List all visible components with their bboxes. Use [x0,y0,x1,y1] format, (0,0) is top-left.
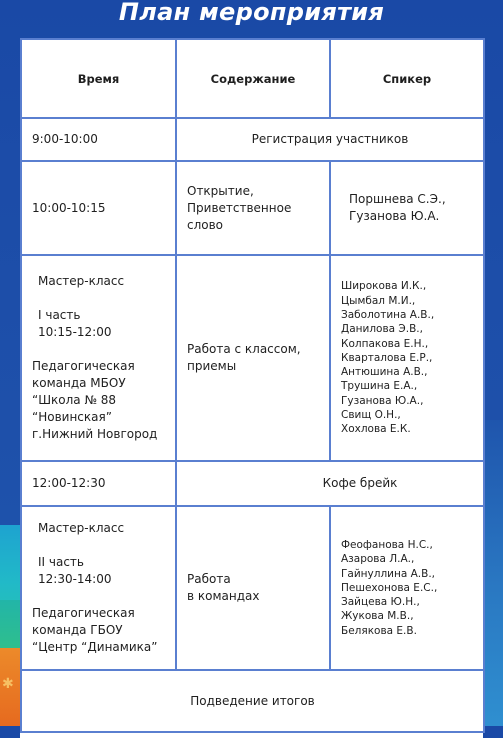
masterclass1-title: Мастер-класс [38,274,125,288]
decor-strip-green [0,600,22,650]
page-title: План мероприятия [118,0,385,26]
masterclass2-content-line: Работа [187,572,231,586]
speaker-name: Данилова Э.В., [341,323,423,336]
table-row-masterclass-2 [21,506,484,670]
masterclass1-team-line: г.Нижний Новгород [32,427,158,441]
decor-strip-right [483,420,503,726]
coffee-time: 12:00-12:30 [21,461,176,506]
masterclass1-content [176,255,330,461]
masterclass1-content-line: Работа с классом, [187,342,301,356]
speaker-name: Поршнева С.Э., [349,192,446,206]
speaker-name: Антюшина А.В., [341,366,428,379]
speaker-name: Заболотина А.В., [341,308,435,321]
table-row-final [21,670,484,732]
speaker-name: Свищ О.Н., [341,409,401,422]
opening-speakers [330,161,484,255]
registration-content: Регистрация участников [176,118,484,161]
masterclass2-timespan: 12:30-14:00 [38,572,112,586]
masterclass2-time [21,506,176,670]
masterclass2-speakers [330,506,484,670]
speaker-name: Гайнуллина А.В., [341,567,436,580]
speaker-name: Жукова М.В., [341,610,414,623]
schedule-table [20,38,485,733]
table-header-row [21,39,484,118]
speaker-name: Азарова Л.А., [341,553,415,566]
masterclass2-title: Мастер-класс [38,521,125,535]
speaker-name: Гузанова Ю.А. [349,209,440,223]
masterclass1-team-line: “Школа № 88 [32,393,117,407]
opening-content-line: слово [187,217,224,232]
table-row-masterclass-1 [21,255,484,461]
opening-time: 10:00-10:15 [21,161,176,255]
masterclass1-team-line: “Новинская” [32,410,112,424]
masterclass2-team-line: команда ГБОУ [32,623,123,637]
masterclass2-team-line: Педагогическая [32,606,135,620]
opening-content-line: Открытие, [187,183,254,198]
masterclass1-team-line: Педагогическая [32,359,135,373]
masterclass2-team-line: “Центр “Динамика” [32,640,158,654]
masterclass1-content-line: приемы [187,359,237,373]
speaker-name: Широкова И.К., [341,280,427,293]
masterclass2-part: II часть [38,555,84,569]
opening-content-line: Приветственное [187,200,292,215]
speaker-name: Хохлова Е.К. [341,423,411,436]
speaker-name: Кварталова Е.Р., [341,351,433,364]
header-speaker: Спикер [330,39,484,118]
speaker-name: Трушина Е.А., [341,380,418,393]
masterclass1-speakers [330,255,484,461]
masterclass1-team-line: команда МБОУ [32,376,126,390]
speaker-name: Цымбал М.И., [341,294,416,307]
table-row-opening [21,161,484,255]
final-content: Подведение итогов [21,670,484,732]
masterclass1-time [21,255,176,461]
table-row-coffee [21,461,484,506]
speaker-name: Колпакова Е.Н., [341,337,429,350]
speaker-name: Феофанова Н.С., [341,538,433,551]
header-content: Содержание [176,39,330,118]
speaker-name: Зайцева Ю.Н., [341,596,420,609]
coffee-content: Кофе брейк [176,461,484,506]
registration-time: 9:00-10:00 [21,118,176,161]
speaker-name: Пешехонова Е.С., [341,581,438,594]
header-time: Время [21,39,176,118]
masterclass2-content [176,506,330,670]
table-row-registration [21,118,484,161]
opening-content [176,161,330,255]
masterclass2-content-line: в командах [187,589,260,603]
speaker-name: Гузанова Ю.А., [341,394,424,407]
masterclass1-part: I часть [38,308,81,322]
masterclass1-timespan: 10:15-12:00 [38,325,112,339]
decor-swirl-icon: ✱ [2,676,14,692]
speaker-name: Белякова Е.В. [341,624,417,637]
